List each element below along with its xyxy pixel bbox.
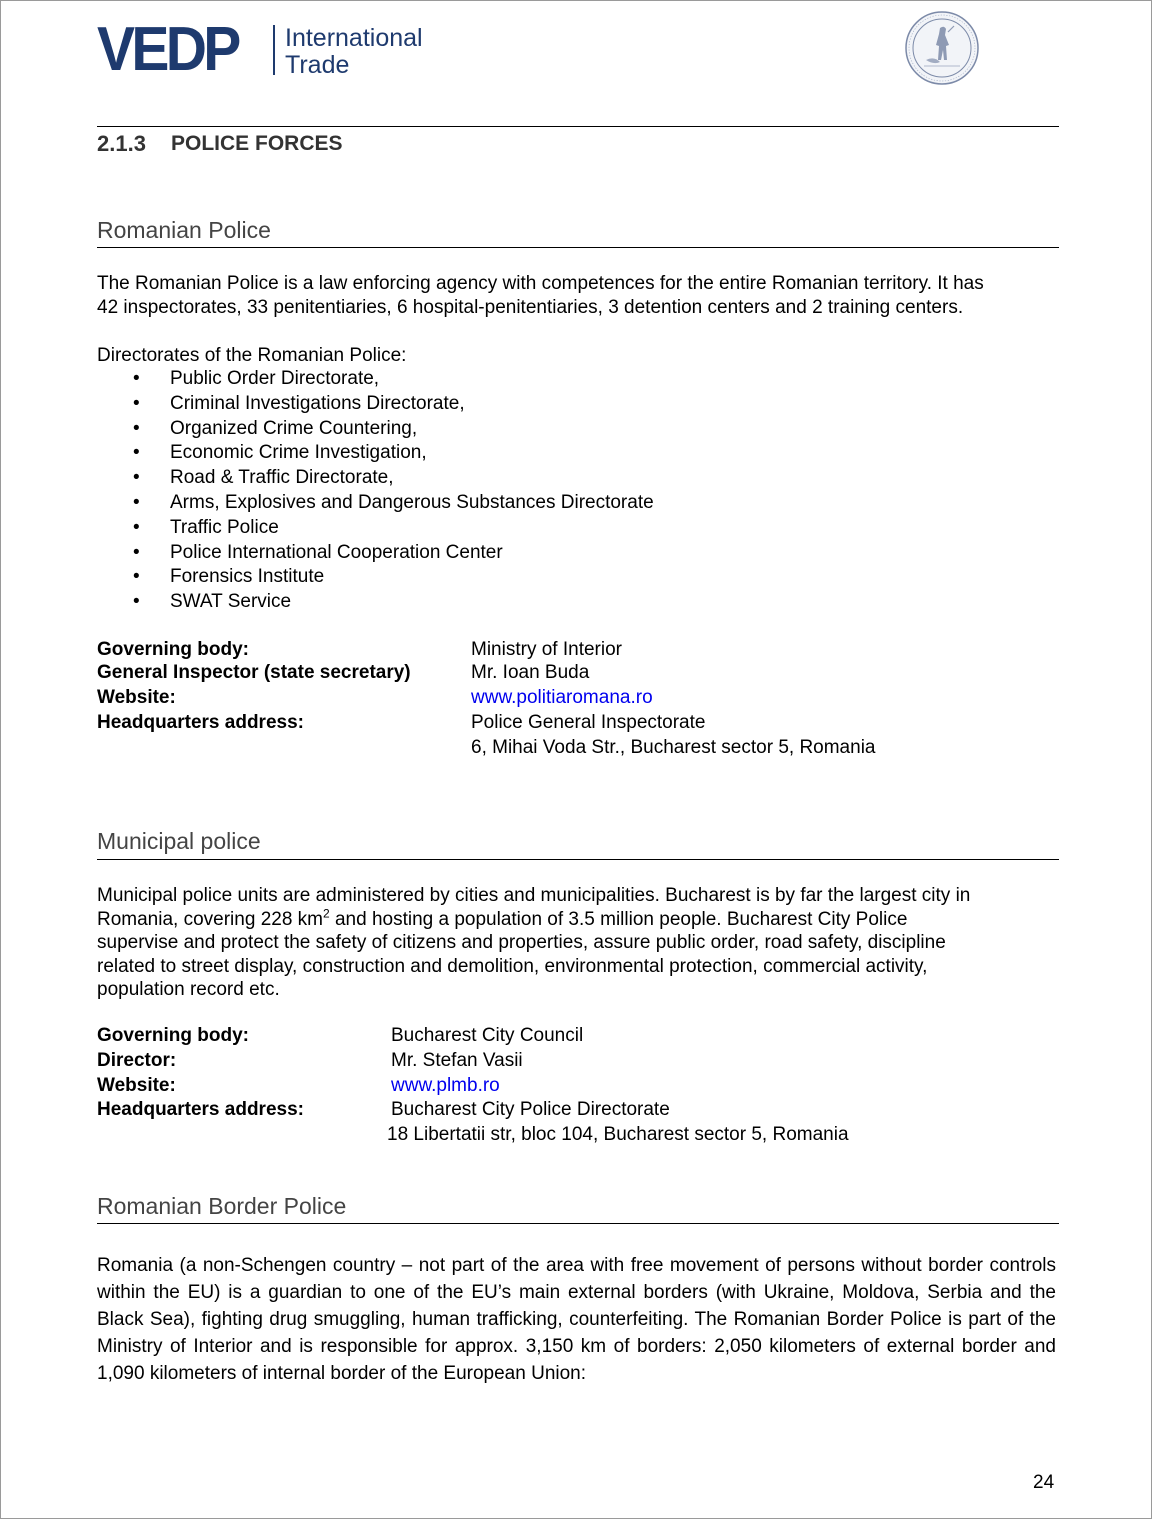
rp-website-label: Website: (97, 687, 176, 708)
list-item: • Criminal Investigations Directorate, (97, 392, 654, 417)
list-item: • Traffic Police (97, 516, 654, 541)
intro-line-2: 42 inspectorates, 33 penitentiaries, 6 hospital-penitentiaries, 3 detention centers and 2 training centers. (97, 297, 964, 318)
section-top-rule (97, 126, 1059, 127)
directorates-list (97, 367, 654, 615)
romanian-police-intro (97, 272, 1057, 320)
mp-governing-label: Governing body: (97, 1025, 249, 1046)
border-police-paragraph: Romania (a non-Schengen country – not part of the area with free movement of persons without border controls within the EU) is a guardian to one of the EU’s main external borders (with Ukraine, Moldova, Serbia and the Black Sea), fighting drug smuggling, human trafficking, counterfeiting. The Romanian Border Police is part of the Ministry of Interior and is responsible for approx. 3,150 km of borders: 2,050 kilometers of external border and 1,090 kilometers of internal border of the European Union: (97, 1255, 1056, 1384)
municipal-line-2: Romania, covering 228 $km^2$ and hosting a population of 3.5 million people. Bucharest City Police (97, 906, 908, 930)
section-title: POLICE FORCES (171, 132, 343, 155)
list-item: • Economic Crime Investigation, (97, 441, 654, 466)
logo-subtitle (285, 25, 423, 79)
list-item: • Public Order Directorate, (97, 367, 654, 392)
municipal-line-5: population record etc. (97, 979, 280, 1001)
mp-director-label: Director: (97, 1050, 177, 1071)
romanian-police-rule (97, 247, 1059, 248)
list-item: • Forensics Institute (97, 565, 654, 590)
intro-line-1: The Romanian Police is a law enforcing agency with competences for the entire Romanian territory. It has (97, 273, 984, 294)
mp-hq-label: Headquarters address: (97, 1099, 304, 1120)
municipal-police-rule (97, 859, 1059, 860)
mp-website-link[interactable]: www.plmb.ro (391, 1075, 500, 1096)
list-item: • Organized Crime Countering, (97, 417, 654, 442)
superscript: 2 (323, 906, 330, 921)
mp-governing-value: Bucharest City Council (391, 1025, 584, 1046)
rp-inspector-label: General Inspector (state secretary) (97, 662, 411, 683)
rp-website-link[interactable]: www.politiaromana.ro (471, 687, 653, 708)
municipal-line-3: supervise and protect the safety of citizens and properties, assure public order, road safety, discipline (97, 932, 946, 954)
list-item: • SWAT Service (97, 590, 654, 615)
municipal-police-paragraph (97, 884, 1057, 1002)
rp-governing-value: Ministry of Interior (471, 639, 622, 660)
logo-subtitle-line1: International (285, 24, 423, 52)
mp-website-label: Website: (97, 1075, 176, 1096)
rp-governing-label: Governing body: (97, 639, 249, 660)
directorates-label: Directorates of the Romanian Police: (97, 345, 407, 366)
rp-hq-line1: Police General Inspectorate (471, 712, 706, 733)
virginia-state-seal-icon (904, 10, 980, 86)
mp-hq-line1: Bucharest City Police Directorate (391, 1099, 670, 1120)
romanian-police-heading: Romanian Police (97, 217, 271, 243)
section-number: 2.1.3 (97, 131, 146, 156)
municipal-line-1: Municipal police units are administered by cities and municipalities. Bucharest is by far the largest city in (97, 885, 971, 906)
border-police-heading: Romanian Border Police (97, 1193, 347, 1219)
rp-inspector-value: Mr. Ioan Buda (471, 662, 590, 683)
rp-hq-line2: 6, Mihai Voda Str., Bucharest sector 5, Romania (471, 737, 876, 758)
logo-subtitle-line2: Trade (285, 51, 350, 79)
logo-divider (273, 25, 275, 75)
vedp-logo: VEDP (97, 15, 238, 84)
border-police-rule (97, 1223, 1059, 1224)
list-item: • Arms, Explosives and Dangerous Substances Directorate (97, 491, 654, 516)
rp-hq-label: Headquarters address: (97, 712, 304, 733)
list-item: • Road & Traffic Directorate, (97, 466, 654, 491)
page-number: 24 (1033, 1472, 1055, 1493)
municipal-police-heading: Municipal police (97, 828, 261, 854)
list-item: • Police International Cooperation Center (97, 541, 654, 566)
mp-hq-line2: 18 Libertatii str, bloc 104, Bucharest sector 5, Romania (387, 1124, 849, 1145)
mp-director-value: Mr. Stefan Vasii (391, 1050, 523, 1071)
municipal-line-4: related to street display, construction and demolition, environmental protection, commercial activity, (97, 955, 928, 977)
